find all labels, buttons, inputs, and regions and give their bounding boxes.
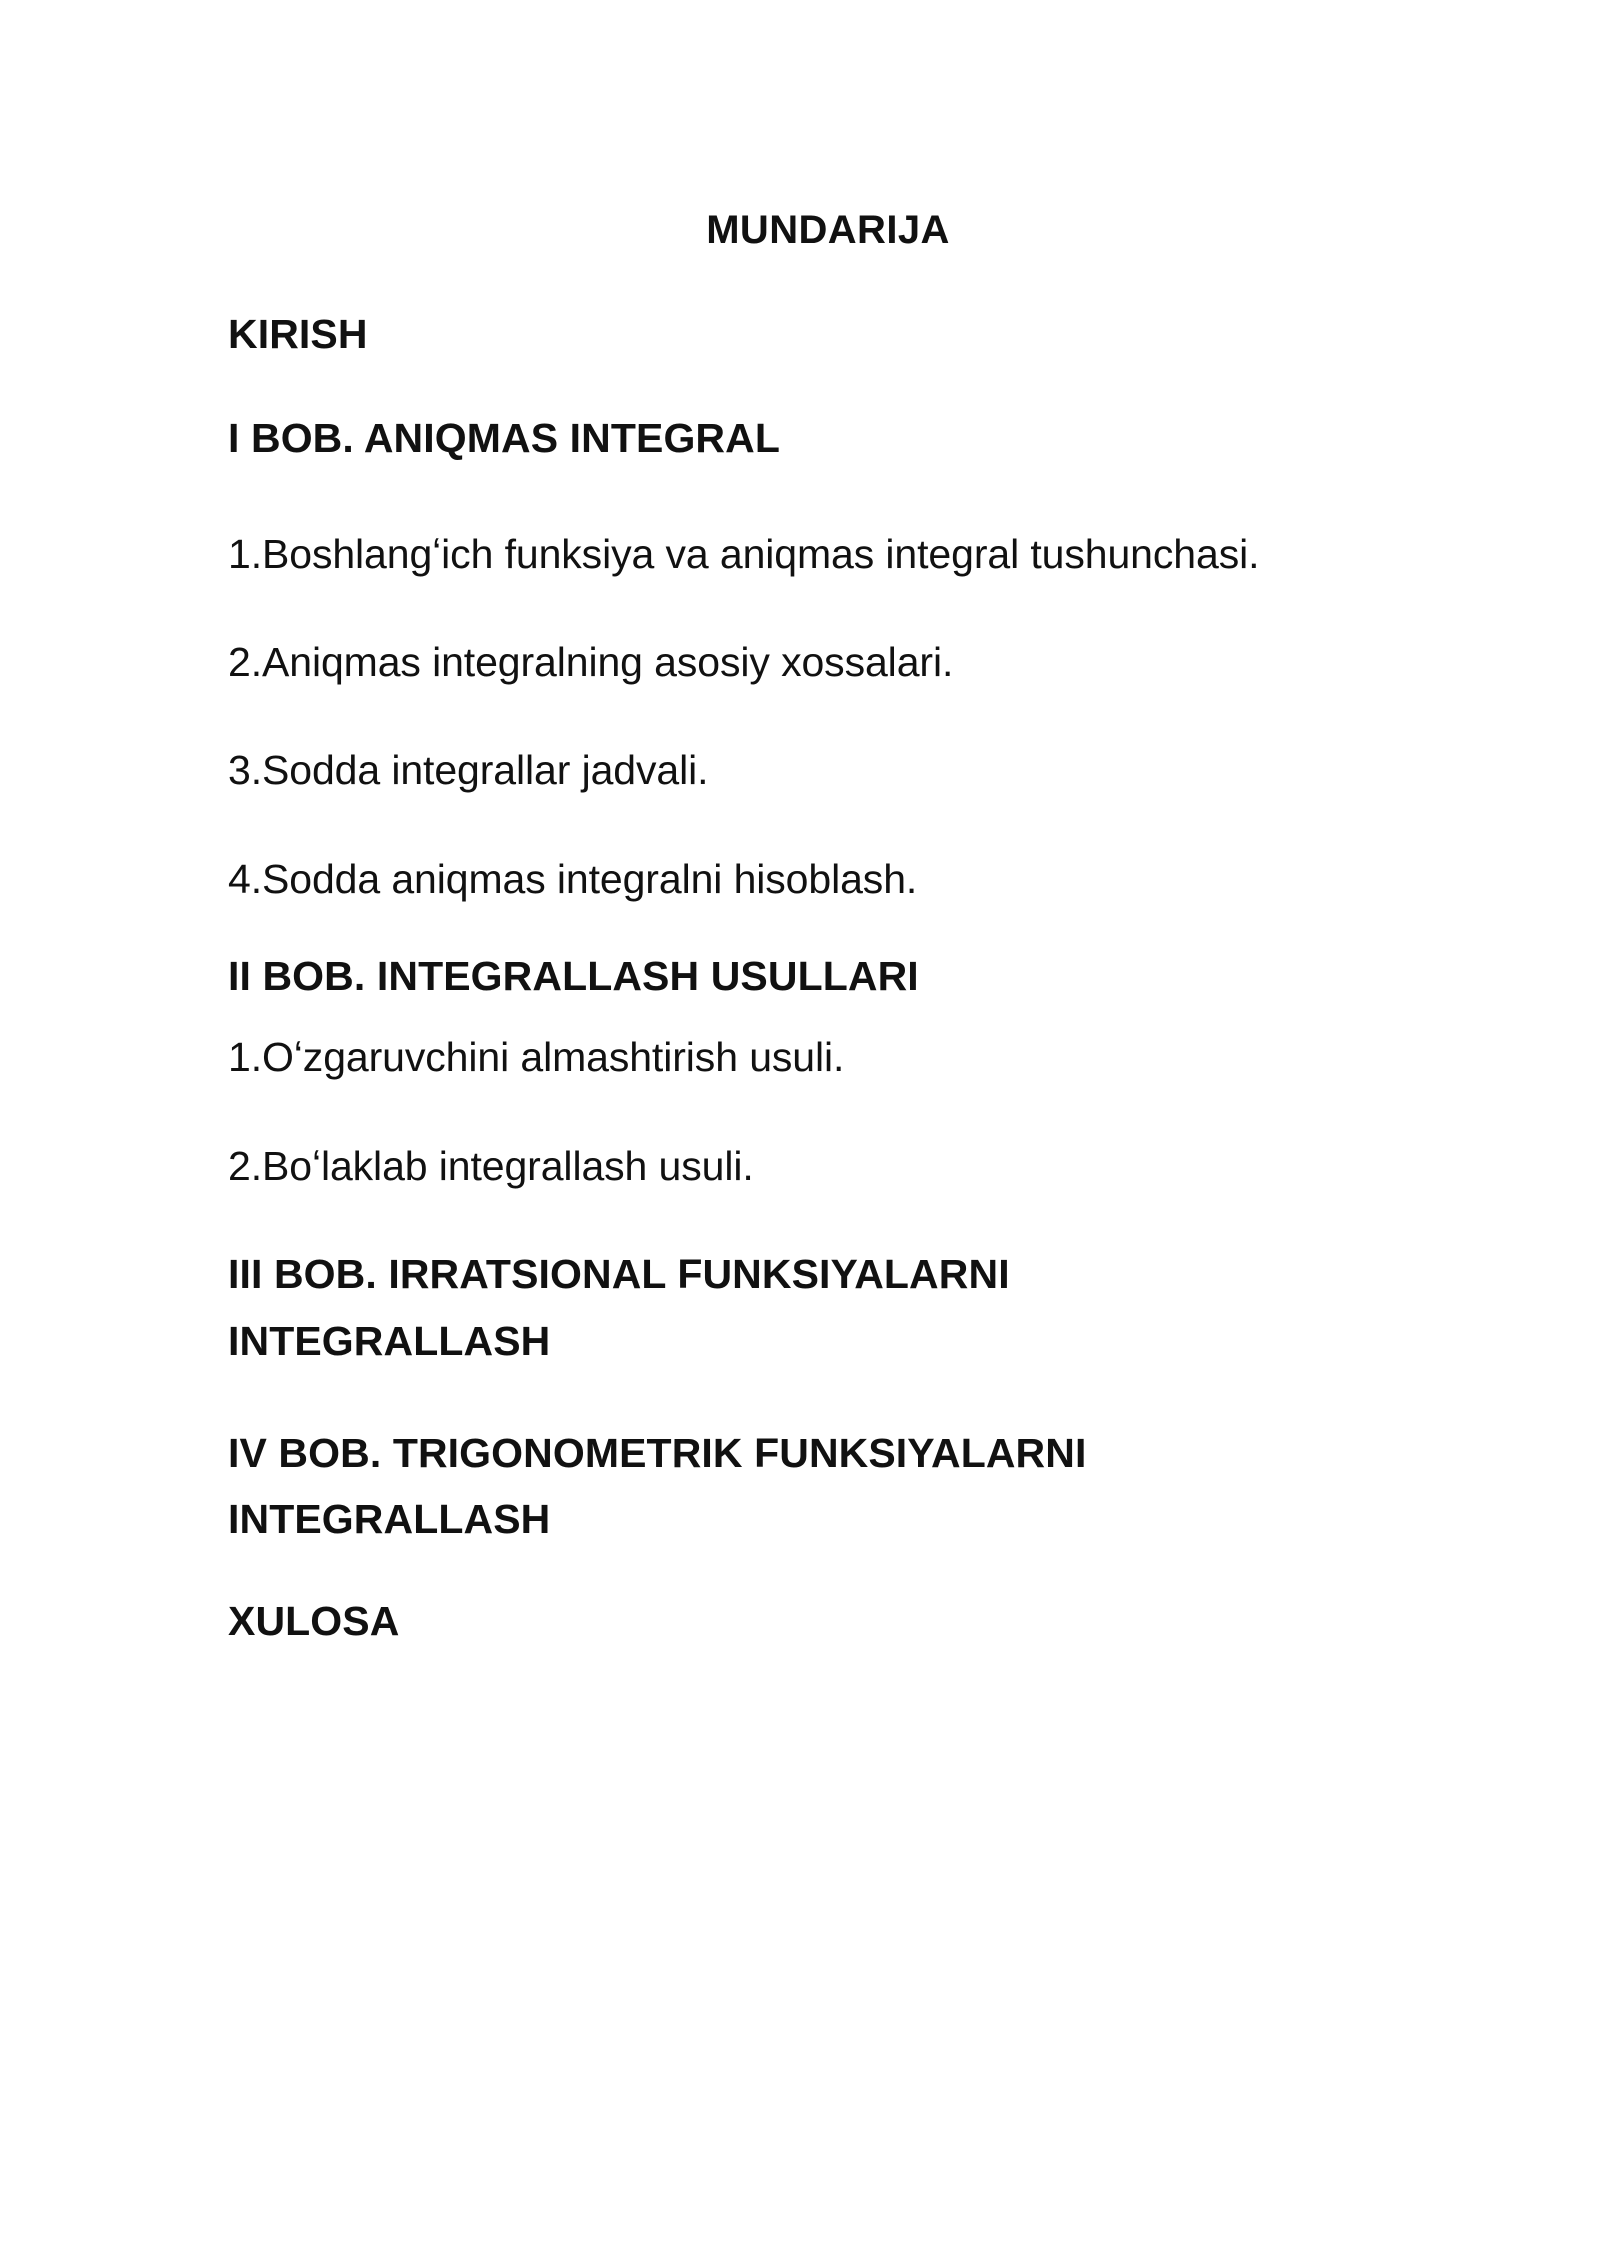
- table-of-contents: [228, 210, 1408, 1643]
- toc-heading-bob-2: II BOB. INTEGRALLASH USULLARI: [228, 953, 919, 1000]
- toc-item-bob-1-2: 2.Aniqmas integralning asosiy xossalari.: [228, 638, 954, 685]
- toc-item-bob-1-1: 1.Boshlangʻich funksiya va aniqmas integral tushunchasi.: [228, 530, 1260, 577]
- toc-heading-bob-1: I BOB. ANIQMAS INTEGRAL: [228, 415, 780, 462]
- toc-item-bob-2-2: 2.Boʻlaklab integrallash usuli.: [228, 1142, 754, 1189]
- toc-heading-xulosa: XULOSA: [228, 1597, 400, 1644]
- toc-item-bob-2-1: 1.Oʻzgaruvchini almashtirish usuli.: [228, 1034, 845, 1081]
- toc-heading-kirish: KIRISH: [228, 311, 368, 357]
- page-title: MUNDARIJA: [706, 208, 950, 252]
- toc-item-bob-1-4: 4.Sodda aniqmas integralni hisoblash.: [228, 855, 918, 902]
- toc-item-bob-1-3: 3.Sodda integrallar jadvali.: [228, 747, 709, 794]
- toc-heading-bob-4: IV BOB. TRIGONOMETRIK FUNKSIYALARNI INTEGRALLASH: [228, 1430, 1087, 1543]
- toc-heading-bob-3: III BOB. IRRATSIONAL FUNKSIYALARNI INTEGRALLASH: [228, 1251, 1010, 1364]
